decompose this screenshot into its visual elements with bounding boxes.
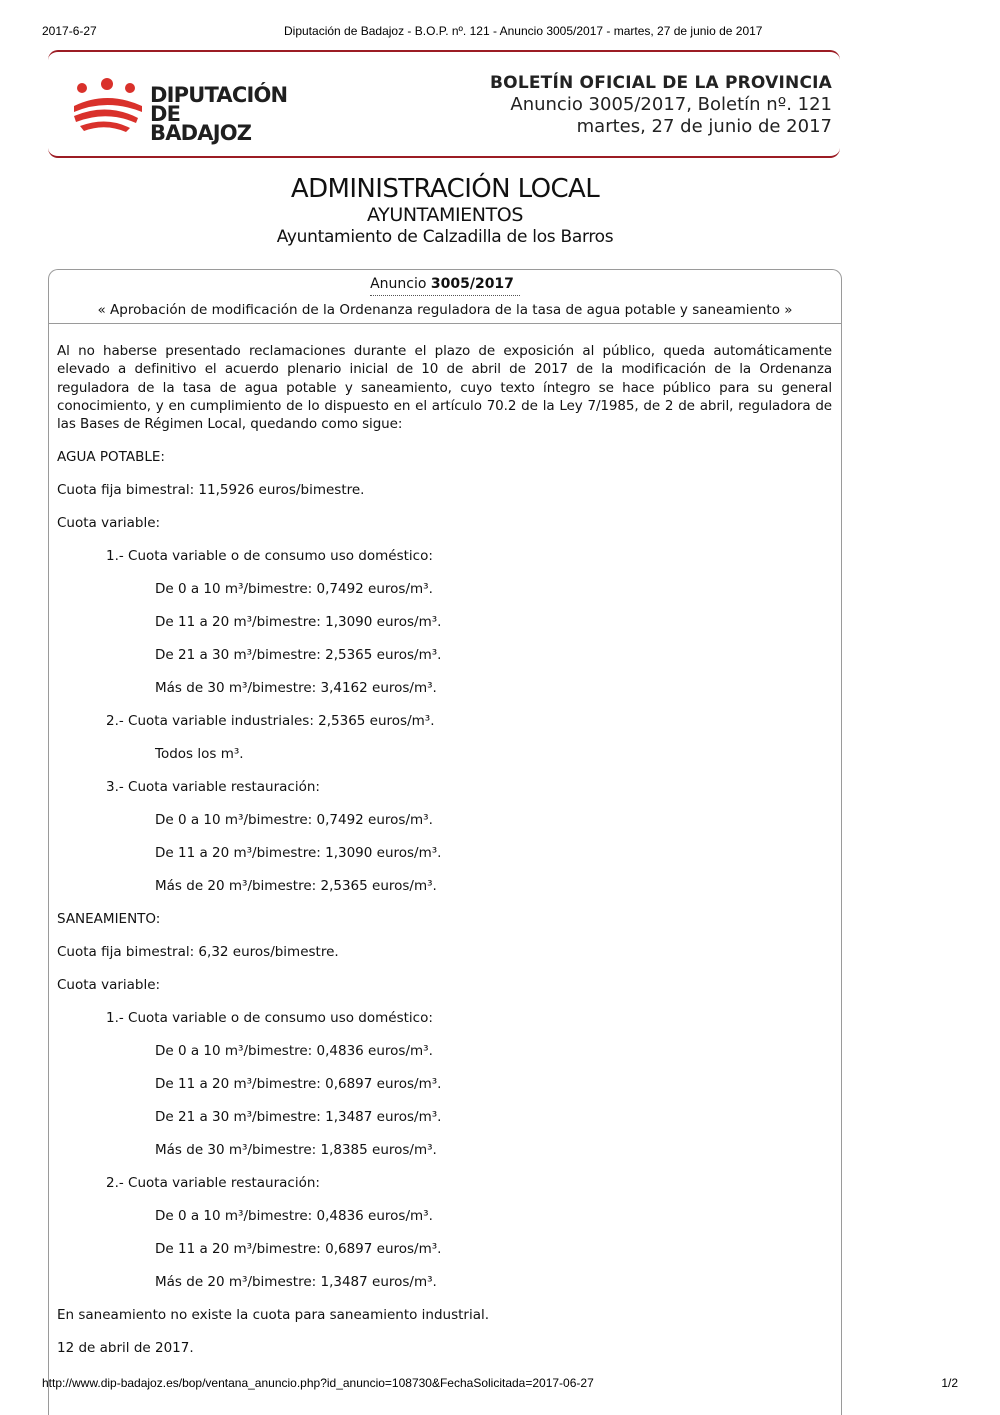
rate-line: Más de 20 m³/bimestre: 1,3487 euros/m³.	[155, 1274, 437, 1290]
body-line: 2.- Cuota variable restauración:	[106, 1175, 320, 1191]
rate-line: De 0 a 10 m³/bimestre: 0,7492 euros/m³.	[155, 812, 433, 828]
bop-info	[490, 72, 832, 138]
rate-line: De 21 a 30 m³/bimestre: 2,5365 euros/m³.	[155, 647, 442, 663]
rate-line: De 11 a 20 m³/bimestre: 0,6897 euros/m³.	[155, 1241, 442, 1257]
body-line: En saneamiento no existe la cuota para saneamiento industrial.	[57, 1307, 490, 1323]
rate-line: De 0 a 10 m³/bimestre: 0,4836 euros/m³.	[155, 1043, 433, 1059]
anuncio-header	[49, 270, 841, 324]
logo-emblem-icon	[72, 76, 144, 134]
section-heading: ADMINISTRACIÓN LOCAL	[290, 174, 600, 204]
rate-line: Más de 30 m³/bimestre: 3,4162 euros/m³.	[155, 680, 437, 696]
bop-anuncio-line: Anuncio 3005/2017, Boletín nº. 121	[510, 94, 832, 115]
body-line: 3.- Cuota variable restauración:	[106, 779, 320, 795]
body-line: 1.- Cuota variable o de consumo uso doméstico:	[106, 548, 433, 564]
section-subheading: AYUNTAMIENTOS	[366, 204, 523, 226]
rate-line: De 0 a 10 m³/bimestre: 0,7492 euros/m³.	[155, 581, 433, 597]
body-line: Cuota variable:	[57, 515, 161, 531]
logo-line-2: DE BADAJOZ	[150, 102, 252, 145]
rate-line: De 11 a 20 m³/bimestre: 1,3090 euros/m³.	[155, 845, 442, 861]
print-page-title: Diputación de Badajoz - B.O.P. nº. 121 - Anuncio 3005/2017 - martes, 27 de junio de 2017	[284, 24, 763, 38]
bop-title: BOLETÍN OFICIAL DE LA PROVINCIA	[490, 73, 832, 93]
bop-date-line: martes, 27 de junio de 2017	[576, 116, 832, 137]
logo-line-1: DIPUTACIÓN	[150, 83, 288, 107]
body-line: Cuota fija bimestral: 11,5926 euros/bimestre.	[57, 482, 365, 498]
rate-line: Más de 30 m³/bimestre: 1,8385 euros/m³.	[155, 1142, 437, 1158]
anuncio-subject: « Aprobación de modificación de la Ordenanza reguladora de la tasa de agua potable y saneamiento »	[97, 302, 793, 318]
body-line: Cuota fija bimestral: 6,32 euros/bimestre.	[57, 944, 339, 960]
anuncio-label: Anuncio	[370, 276, 431, 292]
body-line: Cuota variable:	[57, 977, 161, 993]
rate-line: Más de 20 m³/bimestre: 2,5365 euros/m³.	[155, 878, 437, 894]
diputacion-logo	[72, 76, 288, 145]
page-number: 1/2	[941, 1376, 958, 1390]
print-date: 2017-6-27	[42, 24, 97, 38]
signature-date: 12 de abril de 2017.	[57, 1340, 194, 1356]
ayuntamiento-heading: Ayuntamiento de Calzadilla de los Barros	[276, 227, 614, 247]
intro-paragraph: Al no haberse presentado reclamaciones durante el plazo de exposición al público, queda automáticamente elevado a definitivo el acuerdo plenario inicial de 10 de abril de 2017 de la modificación de la Ordenanza reguladora de la tasa de agua potable y saneamiento, cuyo texto íntegro se hace público para su general conocimiento, y en cumplimiento de lo dispuesto en el artículo 70.2 de la Ley 7/1985, de 2 de abril, reguladora de las Bases de Régimen Local, quedando como sigue:	[57, 343, 832, 433]
anuncio-number-link[interactable]	[370, 275, 520, 296]
print-footer	[42, 1376, 958, 1392]
anuncio-number: 3005/2017	[430, 276, 514, 292]
section-label: AGUA POTABLE:	[57, 449, 165, 465]
section-label: SANEAMIENTO:	[57, 911, 161, 927]
rate-line: Todos los m³.	[155, 746, 244, 762]
body-line: 1.- Cuota variable o de consumo uso doméstico:	[106, 1010, 433, 1026]
page-url: http://www.dip-badajoz.es/bop/ventana_anuncio.php?id_anuncio=108730&FechaSolicitada=2017-06-27	[42, 1376, 594, 1390]
rate-line: De 21 a 30 m³/bimestre: 1,3487 euros/m³.	[155, 1109, 442, 1125]
rate-line: De 11 a 20 m³/bimestre: 1,3090 euros/m³.	[155, 614, 442, 630]
body-line: 2.- Cuota variable industriales: 2,5365 euros/m³.	[106, 713, 435, 729]
bop-banner	[48, 50, 840, 158]
rate-line: De 0 a 10 m³/bimestre: 0,4836 euros/m³.	[155, 1208, 433, 1224]
rate-line: De 11 a 20 m³/bimestre: 0,6897 euros/m³.	[155, 1076, 442, 1092]
print-header	[42, 24, 958, 40]
